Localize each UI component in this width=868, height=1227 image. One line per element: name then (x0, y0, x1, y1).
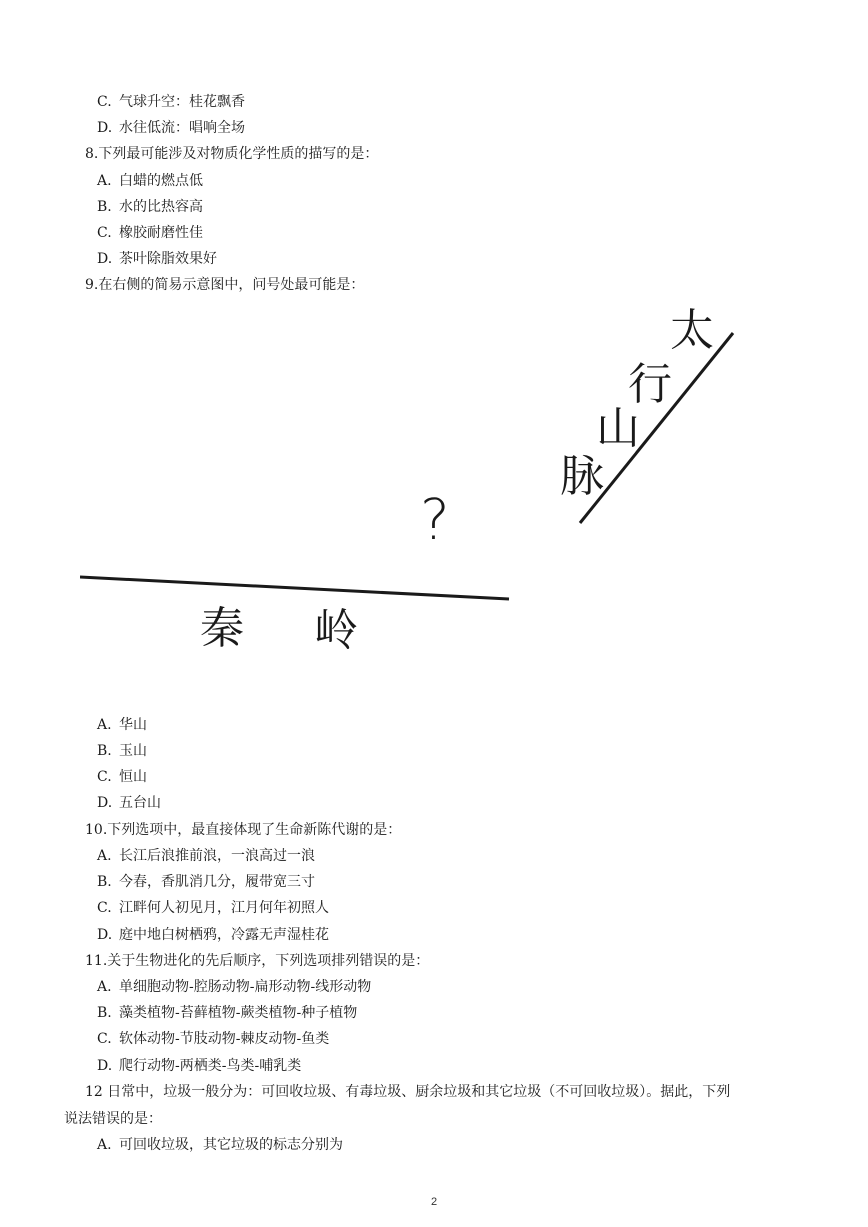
q11-stem: 11.关于生物进化的先后顺序，下列选项排列错误的是： (85, 953, 430, 969)
q7-option-c (97, 93, 245, 111)
q12-option-a (97, 1136, 343, 1154)
option-text: 单细胞动物-腔肠动物-扁形动物-线形动物 (119, 979, 372, 995)
option-text: 爬行动物-两栖类-鸟类-哺乳类 (119, 1058, 302, 1074)
option-text: 五台山 (119, 795, 161, 811)
q8-stem: 8.下列最可能涉及对物质化学性质的描写的是： (85, 146, 379, 162)
q9-stem: 9.在右侧的简易示意图中，问号处最可能是： (85, 277, 365, 293)
q7-option-d (97, 119, 245, 137)
option-letter: C. (97, 900, 112, 916)
option-letter: A. (97, 1137, 112, 1153)
qinling-char-2: 岭 (314, 605, 358, 656)
option-text: 可回收垃圾，其它垃圾的标志分别为 (119, 1137, 343, 1153)
option-text: 恒山 (119, 769, 147, 785)
q8-option-c (97, 224, 203, 242)
q11-option-b (97, 1004, 357, 1022)
taihang-char-1: 太 (670, 305, 714, 356)
taihang-char-2: 行 (628, 359, 672, 410)
option-text: 水的比热容高 (119, 199, 203, 215)
option-text: 橡胶耐磨性佳 (119, 225, 203, 241)
option-letter: D. (97, 120, 113, 136)
mountain-sketch-figure (80, 305, 738, 657)
option-letter: A. (97, 173, 112, 189)
option-letter: C. (97, 1031, 112, 1047)
option-text: 华山 (119, 717, 147, 733)
option-text: 庭中地白树栖鸦，冷露无声湿桂花 (119, 927, 329, 943)
option-text: 软体动物-节肢动物-棘皮动物-鱼类 (119, 1031, 330, 1047)
q9-option-c (97, 768, 147, 786)
q8-option-b (97, 198, 203, 216)
option-letter: B. (97, 199, 112, 215)
q11-option-a (97, 978, 371, 996)
q11-option-c (97, 1030, 329, 1048)
option-letter: A. (97, 717, 112, 733)
page-number: 2 (430, 1196, 438, 1208)
q9-option-b (97, 742, 147, 760)
option-letter: D. (97, 927, 113, 943)
q10-option-b (97, 873, 315, 891)
q8-option-a (97, 172, 203, 190)
q12-stem-line1: 12 日常中，垃圾一般分为：可回收垃圾、有毒垃圾、厨余垃圾和其它垃圾（不可回收垃圾）。据此，下列 (85, 1084, 731, 1100)
q10-option-d (97, 926, 329, 944)
taihang-char-3: 山 (596, 403, 640, 454)
option-text: 今春，香肌消几分，履带宽三寸 (119, 874, 315, 890)
option-text: 玉山 (119, 743, 147, 759)
option-letter: B. (97, 1005, 112, 1021)
q11-option-d (97, 1057, 301, 1075)
option-letter: C. (97, 225, 112, 241)
taihang-char-4: 脉 (560, 451, 604, 502)
q10-stem: 10.下列选项中，最直接体现了生命新陈代谢的是： (85, 822, 402, 838)
option-letter: D. (97, 795, 113, 811)
option-text: 水往低流：唱响全场 (119, 120, 245, 136)
option-text: 长江后浪推前浪，一浪高过一浪 (119, 848, 315, 864)
option-text: 茶叶除脂效果好 (119, 251, 217, 267)
q10-option-c (97, 899, 329, 917)
option-letter: A. (97, 848, 112, 864)
option-letter: B. (97, 743, 112, 759)
option-text: 气球升空：桂花飘香 (119, 94, 245, 110)
qinling-char-1: 秦 (200, 603, 244, 654)
q12-stem-line2: 说法错误的是： (64, 1111, 162, 1127)
option-text: 江畔何人初见月，江月何年初照人 (119, 900, 329, 916)
figure-lines (80, 305, 738, 657)
option-text: 藻类植物-苔藓植物-蕨类植物-种子植物 (119, 1005, 358, 1021)
q10-option-a (97, 847, 315, 865)
option-letter: D. (97, 1058, 113, 1074)
option-letter: A. (97, 979, 112, 995)
option-letter: C. (97, 94, 112, 110)
qinling-line (80, 577, 509, 599)
question-mark: ? (420, 488, 450, 553)
option-letter: D. (97, 251, 113, 267)
option-letter: B. (97, 874, 112, 890)
option-letter: C. (97, 769, 112, 785)
option-text: 白蜡的燃点低 (119, 173, 203, 189)
q8-option-d (97, 250, 217, 268)
q9-option-d (97, 794, 161, 812)
q9-option-a (97, 716, 147, 734)
